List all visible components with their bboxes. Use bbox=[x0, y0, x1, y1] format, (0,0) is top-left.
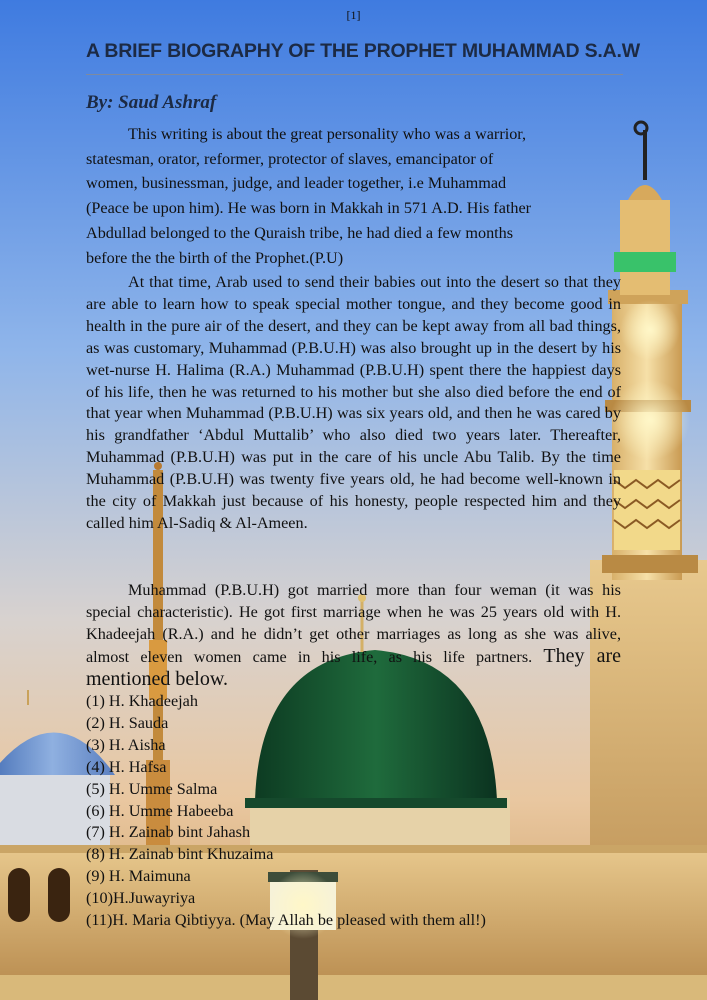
list-item: (11)H. Maria Qibtiyya. (May Allah be pleased with them all!) bbox=[86, 911, 486, 930]
list-item: (3) H. Aisha bbox=[86, 735, 166, 754]
paragraph-marriages-tail: They are mentioned below. bbox=[86, 644, 622, 690]
list-item: (2) H. Sauda bbox=[86, 713, 169, 732]
paragraph-marriages bbox=[86, 580, 621, 692]
document-title: A BRIEF BIOGRAPHY OF THE PROPHET MUHAMMAD S.A.W bbox=[86, 40, 640, 62]
list-item: (10)H.Juwayriya bbox=[86, 889, 196, 908]
paragraph-intro bbox=[86, 122, 624, 270]
list-item: (9) H. Maimuna bbox=[86, 867, 191, 886]
list-item: (7) H. Zainab bint Jahash bbox=[86, 823, 251, 842]
paragraph-marriages-text: Muhammad (P.B.U.H) got married more than four weman (it was his special characteristic). He got first marriage when he was 25 years old with H. Khadeejah (R.A.) and he didn’t get other marriages as long as she was alive, almost eleven women came in his life, as his life partners. bbox=[86, 581, 621, 666]
paragraph-intro-line: before the the birth of the Prophet.(P.U) bbox=[86, 248, 344, 267]
paragraph-intro-line: statesman, orator, reformer, protector of slaves, emancipator of bbox=[86, 149, 494, 168]
list-item: (6) H. Umme Habeeba bbox=[86, 801, 234, 820]
paragraph-intro-line: women, businessman, judge, and leader together, i.e Muhammad bbox=[86, 174, 507, 193]
wives-list bbox=[86, 691, 486, 932]
paragraph-intro-line: Abdullad belonged to the Quraish tribe, he had died a few months bbox=[86, 223, 514, 242]
list-item: (1) H. Khadeejah bbox=[86, 692, 198, 710]
title-divider bbox=[86, 74, 623, 75]
list-item: (5) H. Umme Salma bbox=[86, 779, 218, 798]
paragraph-early-life: At that time, Arab used to send their babies out into the desert so that they are able to learn how to speak special mother tongue, and they become good in health in the pure air of the desert, and they can be kept away from all bad things, as was customary, Muhammad (P.B.U.H) was also brought up in the desert by his wet-nurse H. Halima (R.A.) Muhammad (P.B.U.H) spent there the happiest days of his life, then he was returned to his mother but she also died before the end of that year when Muhammad (P.B.U.H) was six years old, and then he was cared by his grandfather ‘Abdul Muttalib’ who also died two years later. Thereafter, Muhammad (P.B.U.H) was put in the care of his uncle Abu Talib. By the time Muhammad (P.B.U.H) was twenty five years old, he had become well-known in the city of Makkah just because of his honesty, people respected him and they called him Al-Sadiq & Al-Ameen. bbox=[86, 273, 621, 532]
list-item: (4) H. Hafsa bbox=[86, 757, 167, 776]
list-item: (8) H. Zainab bint Khuzaima bbox=[86, 845, 274, 864]
page-number: [1] bbox=[346, 8, 361, 22]
paragraph-intro-line: This writing is about the great personality who was a warrior, bbox=[128, 125, 527, 143]
author-byline: By: Saud Ashraf bbox=[86, 92, 217, 113]
paragraph-intro-line: (Peace be upon him). He was born in Makkah in 571 A.D. His father bbox=[86, 199, 532, 218]
